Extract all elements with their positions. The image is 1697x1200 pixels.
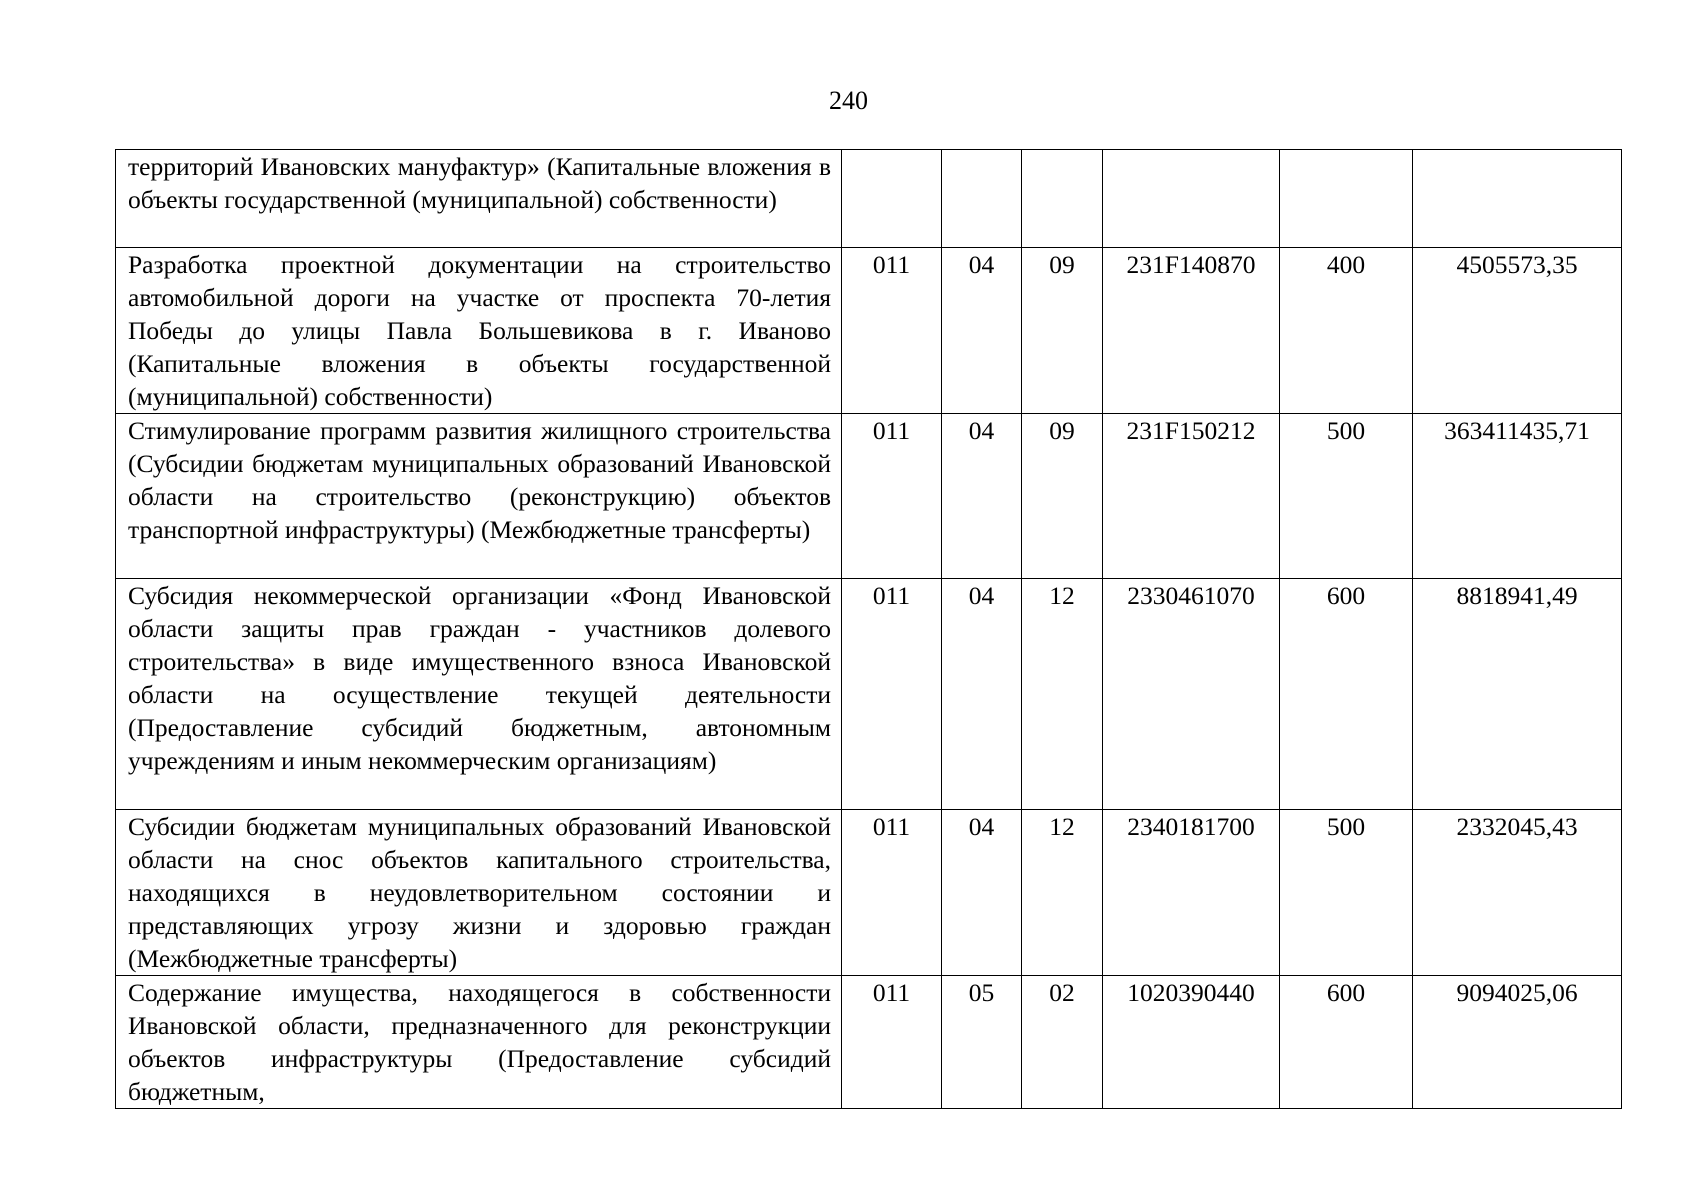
amount-cell: 2332045,43	[1413, 810, 1622, 976]
table-row	[116, 248, 1622, 414]
subsection-code-cell: 02	[1022, 976, 1103, 1109]
expense-type-cell: 600	[1280, 579, 1413, 810]
section-code-cell: 04	[942, 248, 1022, 414]
subsection-code-cell: 09	[1022, 248, 1103, 414]
grbs-code-cell: 011	[842, 976, 942, 1109]
amount-cell	[1413, 150, 1622, 248]
table-row	[116, 150, 1622, 248]
target-article-cell: 231F140870	[1103, 248, 1280, 414]
expense-type-cell: 600	[1280, 976, 1413, 1109]
target-article-cell: 2340181700	[1103, 810, 1280, 976]
subsection-code-cell: 12	[1022, 810, 1103, 976]
amount-cell: 9094025,06	[1413, 976, 1622, 1109]
target-article-cell: 1020390440	[1103, 976, 1280, 1109]
grbs-code-cell: 011	[842, 414, 942, 579]
target-article-cell: 231F150212	[1103, 414, 1280, 579]
section-code-cell	[942, 150, 1022, 248]
grbs-code-cell: 011	[842, 579, 942, 810]
budget-table	[115, 149, 1622, 1109]
item-name-cell: территорий Ивановских мануфактур» (Капитальные вложения в объекты государственной (муниципальной) собственности)	[116, 150, 842, 248]
section-code-cell: 04	[942, 414, 1022, 579]
section-code-cell: 04	[942, 810, 1022, 976]
amount-cell: 8818941,49	[1413, 579, 1622, 810]
subsection-code-cell	[1022, 150, 1103, 248]
grbs-code-cell: 011	[842, 810, 942, 976]
table-row	[116, 414, 1622, 579]
grbs-code-cell: 011	[842, 248, 942, 414]
section-code-cell: 05	[942, 976, 1022, 1109]
subsection-code-cell: 12	[1022, 579, 1103, 810]
expense-type-cell	[1280, 150, 1413, 248]
table-row	[116, 976, 1622, 1109]
table-row	[116, 579, 1622, 810]
amount-cell: 363411435,71	[1413, 414, 1622, 579]
item-name-cell: Разработка проектной документации на строительство автомобильной дороги на участке от проспекта 70-летия Победы до улицы Павла Большевикова в г. Иваново (Капитальные вложения в объекты государственной (муниципальной) собственности)	[116, 248, 842, 414]
grbs-code-cell	[842, 150, 942, 248]
expense-type-cell: 500	[1280, 414, 1413, 579]
expense-type-cell: 400	[1280, 248, 1413, 414]
amount-cell: 4505573,35	[1413, 248, 1622, 414]
item-name-cell: Субсидия некоммерческой организации «Фонд Ивановской области защиты прав граждан - участников долевого строительства» в виде имущественного взноса Ивановской области на осуществление текущей деятельности (Предоставление субсидий бюджетным, автономным учреждениям и иным некоммерческим организациям)	[116, 579, 842, 810]
page-number: 240	[829, 86, 868, 115]
item-name-cell: Содержание имущества, находящегося в собственности Ивановской области, предназначенного для реконструкции объектов инфраструктуры (Предоставление субсидий бюджетным,	[116, 976, 842, 1109]
subsection-code-cell: 09	[1022, 414, 1103, 579]
table-row	[116, 810, 1622, 976]
item-name-cell: Субсидии бюджетам муниципальных образований Ивановской области на снос объектов капитального строительства, находящихся в неудовлетворительном состоянии и представляющих угрозу жизни и здоровью граждан (Межбюджетные трансферты)	[116, 810, 842, 976]
section-code-cell: 04	[942, 579, 1022, 810]
item-name-cell: Стимулирование программ развития жилищного строительства (Субсидии бюджетам муниципальных образований Ивановской области на строительство (реконструкцию) объектов транспортной инфраструктуры) (Межбюджетные трансферты)	[116, 414, 842, 579]
expense-type-cell: 500	[1280, 810, 1413, 976]
target-article-cell	[1103, 150, 1280, 248]
target-article-cell: 2330461070	[1103, 579, 1280, 810]
